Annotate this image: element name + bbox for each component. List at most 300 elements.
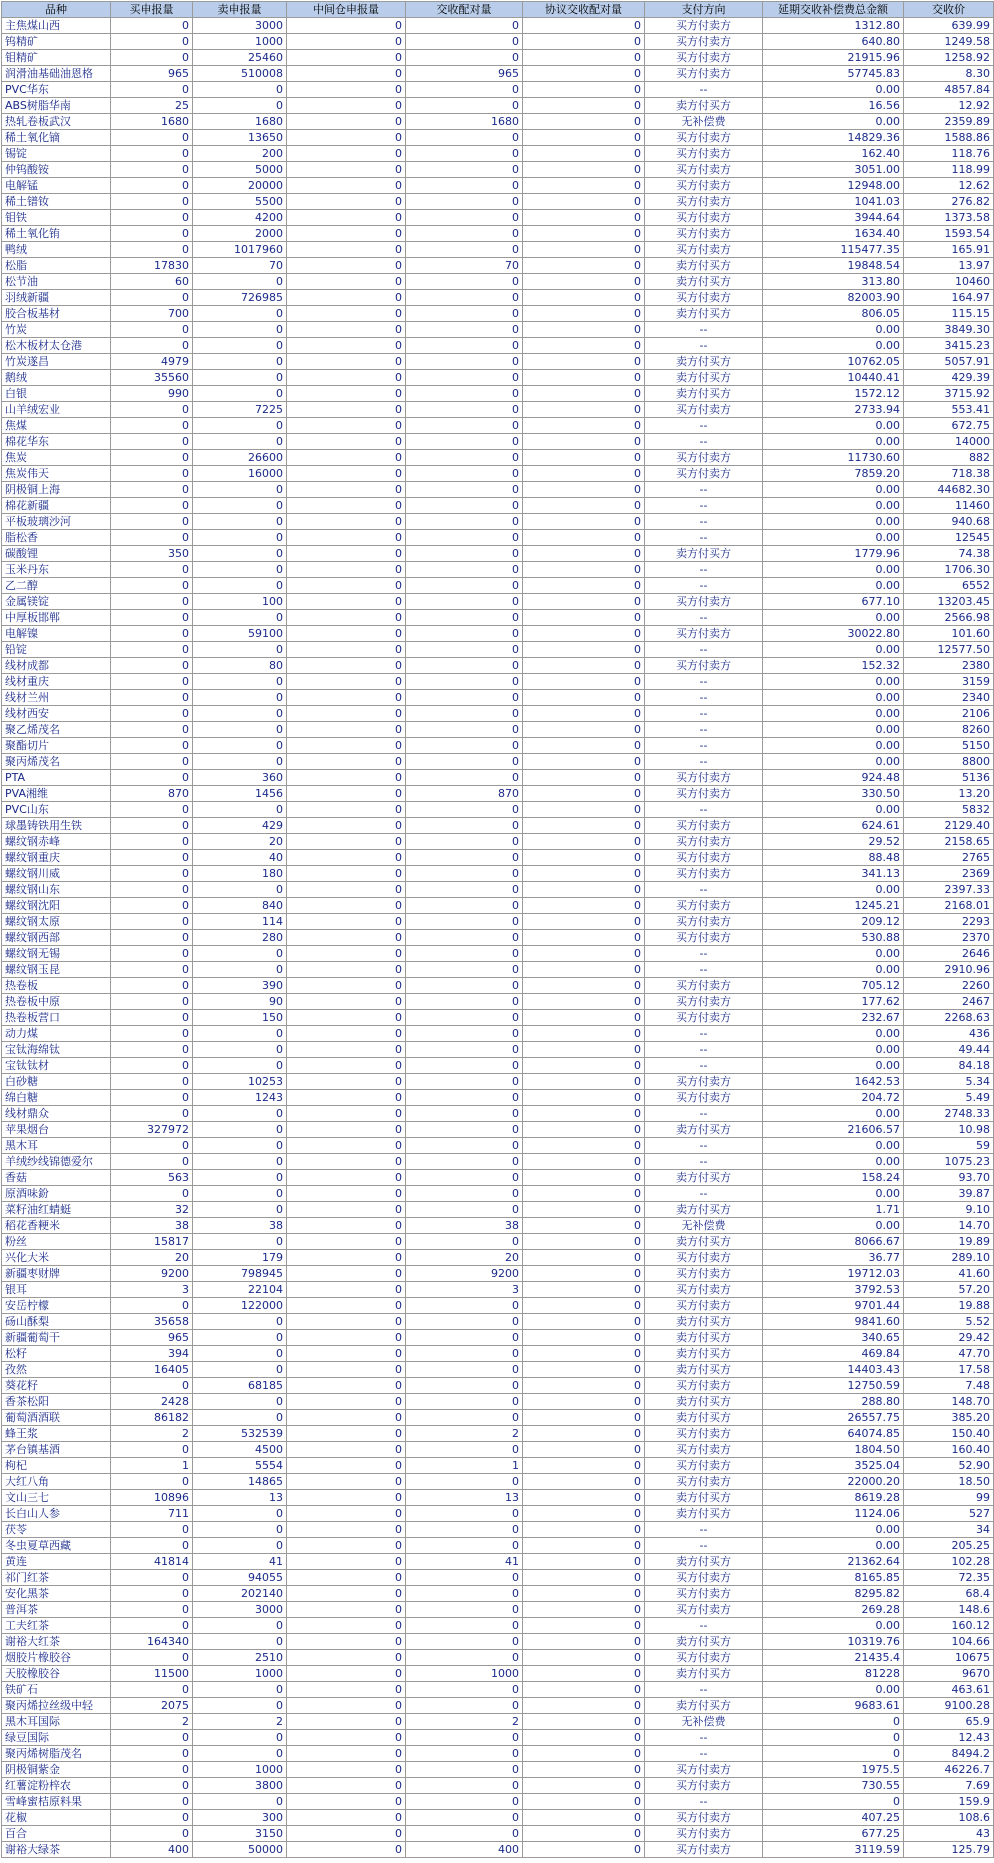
col-matched-qty: 9200 [406, 1266, 523, 1282]
col-settle-price: 57.20 [904, 1282, 994, 1298]
col-compensation-total: 158.24 [763, 1170, 904, 1186]
col-product: 热卷板中原 [2, 994, 111, 1010]
col-warehouse-qty: 0 [287, 802, 406, 818]
col-product: PVC华东 [2, 82, 111, 98]
col-sell-qty: 0 [193, 82, 287, 98]
col-sell-qty: 390 [193, 978, 287, 994]
table-row [2, 370, 994, 386]
col-product: 烟胶片橡胶谷 [2, 1650, 111, 1666]
col-warehouse-qty: 0 [287, 290, 406, 306]
table-row [2, 146, 994, 162]
col-warehouse-qty: 0 [287, 626, 406, 642]
col-pay-direction: 卖方付买方 [645, 1394, 763, 1410]
col-matched-qty: 0 [406, 1378, 523, 1394]
col-product: 白砂糖 [2, 1074, 111, 1090]
col-pay-direction: -- [645, 1186, 763, 1202]
col-pay-direction: 无补偿费 [645, 1218, 763, 1234]
col-agreement-qty: 0 [523, 1698, 645, 1714]
col-settle-price: 10460 [904, 274, 994, 290]
col-settle-price: 2268.63 [904, 1010, 994, 1026]
col-agreement-qty: 0 [523, 1730, 645, 1746]
col-matched-qty: 0 [406, 34, 523, 50]
col-pay-direction: 买方付卖方 [645, 818, 763, 834]
col-product: 钼精矿 [2, 50, 111, 66]
col-agreement-qty: 0 [523, 98, 645, 114]
col-buy-qty: 0 [111, 434, 193, 450]
col-product: PVC山东 [2, 802, 111, 818]
col-matched-qty: 0 [406, 466, 523, 482]
col-sell-qty: 4500 [193, 1442, 287, 1458]
col-settle-price: 8800 [904, 754, 994, 770]
col-warehouse-qty: 0 [287, 498, 406, 514]
col-agreement-qty: 0 [523, 114, 645, 130]
col-buy-qty: 965 [111, 1330, 193, 1346]
col-product: 冬虫夏草西藏 [2, 1538, 111, 1554]
col-compensation-total: 530.88 [763, 930, 904, 946]
col-sell-qty: 0 [193, 1538, 287, 1554]
table-row [2, 1074, 994, 1090]
col-agreement-qty: 0 [523, 34, 645, 50]
col-agreement-qty: 0 [523, 1634, 645, 1650]
col-agreement-qty: 0 [523, 1346, 645, 1362]
col-matched-qty: 0 [406, 1650, 523, 1666]
col-settle-price: 43 [904, 1826, 994, 1842]
col-warehouse-qty: 0 [287, 50, 406, 66]
col-pay-direction: 买方付卖方 [645, 66, 763, 82]
col-pay-direction: 买方付卖方 [645, 1842, 763, 1858]
table-row [2, 1810, 994, 1826]
table-row [2, 754, 994, 770]
col-compensation-total: 232.67 [763, 1010, 904, 1026]
col-matched-qty: 0 [406, 1730, 523, 1746]
col-sell-qty: 2000 [193, 226, 287, 242]
table-row [2, 322, 994, 338]
table-row [2, 1778, 994, 1794]
col-buy-qty: 0 [111, 690, 193, 706]
table-row [2, 1410, 994, 1426]
table-row [2, 1186, 994, 1202]
col-settle-price: 3715.92 [904, 386, 994, 402]
table-row [2, 1538, 994, 1554]
col-product: 稻花香粳米 [2, 1218, 111, 1234]
col-warehouse-qty: 0 [287, 722, 406, 738]
col-settle-price: 882 [904, 450, 994, 466]
table-row [2, 1058, 994, 1074]
header-col-sell-qty: 卖申报量 [193, 2, 287, 18]
col-settle-price: 150.40 [904, 1426, 994, 1442]
col-sell-qty: 726985 [193, 290, 287, 306]
col-buy-qty: 400 [111, 1842, 193, 1858]
col-warehouse-qty: 0 [287, 1842, 406, 1858]
col-pay-direction: 卖方付买方 [645, 1346, 763, 1362]
col-matched-qty: 0 [406, 386, 523, 402]
col-compensation-total: 82003.90 [763, 290, 904, 306]
col-buy-qty: 0 [111, 466, 193, 482]
col-agreement-qty: 0 [523, 1410, 645, 1426]
col-warehouse-qty: 0 [287, 866, 406, 882]
col-warehouse-qty: 0 [287, 258, 406, 274]
col-warehouse-qty: 0 [287, 610, 406, 626]
col-sell-qty: 0 [193, 1682, 287, 1698]
col-settle-price: 12545 [904, 530, 994, 546]
col-settle-price: 2467 [904, 994, 994, 1010]
col-buy-qty: 0 [111, 578, 193, 594]
col-buy-qty: 0 [111, 482, 193, 498]
col-buy-qty: 0 [111, 1138, 193, 1154]
col-sell-qty: 25460 [193, 50, 287, 66]
table-row [2, 1426, 994, 1442]
col-compensation-total: 8066.67 [763, 1234, 904, 1250]
col-compensation-total: 0.00 [763, 1682, 904, 1698]
col-matched-qty: 965 [406, 66, 523, 82]
col-warehouse-qty: 0 [287, 1602, 406, 1618]
col-buy-qty: 0 [111, 1746, 193, 1762]
col-product: 白银 [2, 386, 111, 402]
col-matched-qty: 0 [406, 274, 523, 290]
col-pay-direction: -- [645, 882, 763, 898]
col-warehouse-qty: 0 [287, 370, 406, 386]
col-product: 茅台镇基酒 [2, 1442, 111, 1458]
col-sell-qty: 180 [193, 866, 287, 882]
col-product: 热轧卷板武汉 [2, 114, 111, 130]
col-settle-price: 639.99 [904, 18, 994, 34]
col-warehouse-qty: 0 [287, 1298, 406, 1314]
col-agreement-qty: 0 [523, 466, 645, 482]
table-row [2, 946, 994, 962]
col-settle-price: 2380 [904, 658, 994, 674]
col-compensation-total: 0.00 [763, 962, 904, 978]
col-buy-qty: 0 [111, 754, 193, 770]
col-sell-qty: 0 [193, 1186, 287, 1202]
col-settle-price: 44682.30 [904, 482, 994, 498]
col-settle-price: 12.62 [904, 178, 994, 194]
table-row [2, 194, 994, 210]
col-warehouse-qty: 0 [287, 338, 406, 354]
col-buy-qty: 9200 [111, 1266, 193, 1282]
col-warehouse-qty: 0 [287, 226, 406, 242]
col-settle-price: 1588.86 [904, 130, 994, 146]
col-warehouse-qty: 0 [287, 418, 406, 434]
col-product: 红薯淀粉梓农 [2, 1778, 111, 1794]
col-sell-qty: 0 [193, 418, 287, 434]
col-agreement-qty: 0 [523, 658, 645, 674]
col-agreement-qty: 0 [523, 1602, 645, 1618]
table-row [2, 18, 994, 34]
col-product: 葡萄酒酒联 [2, 1410, 111, 1426]
col-settle-price: 6552 [904, 578, 994, 594]
col-buy-qty: 35658 [111, 1314, 193, 1330]
col-buy-qty: 0 [111, 514, 193, 530]
col-settle-price: 9100.28 [904, 1698, 994, 1714]
col-product: 绵白糖 [2, 1090, 111, 1106]
col-warehouse-qty: 0 [287, 1762, 406, 1778]
col-product: 花椒 [2, 1810, 111, 1826]
col-buy-qty: 0 [111, 1154, 193, 1170]
col-sell-qty: 300 [193, 1810, 287, 1826]
col-settle-price: 1373.58 [904, 210, 994, 226]
col-compensation-total: 0 [763, 1714, 904, 1730]
col-agreement-qty: 0 [523, 1586, 645, 1602]
col-sell-qty: 1000 [193, 1666, 287, 1682]
col-warehouse-qty: 0 [287, 898, 406, 914]
table-row [2, 1586, 994, 1602]
col-product: 稀土氧化铕 [2, 226, 111, 242]
col-compensation-total: 0.00 [763, 418, 904, 434]
col-matched-qty: 0 [406, 482, 523, 498]
col-settle-price: 289.10 [904, 1250, 994, 1266]
col-matched-qty: 0 [406, 1106, 523, 1122]
col-matched-qty: 0 [406, 722, 523, 738]
col-product: 黄连 [2, 1554, 111, 1570]
col-product: 香菇 [2, 1170, 111, 1186]
col-matched-qty: 0 [406, 690, 523, 706]
col-sell-qty: 179 [193, 1250, 287, 1266]
col-matched-qty: 0 [406, 1234, 523, 1250]
col-settle-price: 8.30 [904, 66, 994, 82]
col-pay-direction: 卖方付买方 [645, 1698, 763, 1714]
col-matched-qty: 0 [406, 674, 523, 690]
col-compensation-total: 29.52 [763, 834, 904, 850]
col-compensation-total: 2733.94 [763, 402, 904, 418]
col-agreement-qty: 0 [523, 1442, 645, 1458]
col-buy-qty: 4979 [111, 354, 193, 370]
table-row [2, 1218, 994, 1234]
table-row [2, 818, 994, 834]
col-pay-direction: 卖方付买方 [645, 306, 763, 322]
col-agreement-qty: 0 [523, 1682, 645, 1698]
table-row [2, 1506, 994, 1522]
col-agreement-qty: 0 [523, 994, 645, 1010]
col-agreement-qty: 0 [523, 594, 645, 610]
col-agreement-qty: 0 [523, 162, 645, 178]
col-matched-qty: 0 [406, 82, 523, 98]
col-buy-qty: 60 [111, 274, 193, 290]
col-matched-qty: 0 [406, 850, 523, 866]
col-agreement-qty: 0 [523, 1778, 645, 1794]
col-agreement-qty: 0 [523, 978, 645, 994]
col-product: 铁矿石 [2, 1682, 111, 1698]
col-matched-qty: 0 [406, 1586, 523, 1602]
col-matched-qty: 1680 [406, 114, 523, 130]
col-buy-qty: 0 [111, 594, 193, 610]
col-settle-price: 18.50 [904, 1474, 994, 1490]
col-warehouse-qty: 0 [287, 786, 406, 802]
col-agreement-qty: 0 [523, 338, 645, 354]
col-settle-price: 93.70 [904, 1170, 994, 1186]
col-pay-direction: -- [645, 1682, 763, 1698]
col-warehouse-qty: 0 [287, 850, 406, 866]
col-agreement-qty: 0 [523, 1250, 645, 1266]
table-row [2, 1842, 994, 1858]
col-settle-price: 17.58 [904, 1362, 994, 1378]
col-warehouse-qty: 0 [287, 1426, 406, 1442]
col-matched-qty: 0 [406, 738, 523, 754]
col-buy-qty: 0 [111, 1650, 193, 1666]
col-compensation-total: 81228 [763, 1666, 904, 1682]
col-product: 葵花籽 [2, 1378, 111, 1394]
col-product: 碳酸锂 [2, 546, 111, 562]
col-settle-price: 84.18 [904, 1058, 994, 1074]
col-warehouse-qty: 0 [287, 1650, 406, 1666]
col-buy-qty: 0 [111, 738, 193, 754]
col-agreement-qty: 0 [523, 290, 645, 306]
col-settle-price: 8494.2 [904, 1746, 994, 1762]
table-row [2, 210, 994, 226]
col-compensation-total: 1124.06 [763, 1506, 904, 1522]
col-settle-price: 4857.84 [904, 82, 994, 98]
table-row [2, 1682, 994, 1698]
col-compensation-total: 0.00 [763, 1218, 904, 1234]
table-row [2, 1202, 994, 1218]
col-buy-qty: 0 [111, 1682, 193, 1698]
col-matched-qty: 70 [406, 258, 523, 274]
col-agreement-qty: 0 [523, 434, 645, 450]
col-agreement-qty: 0 [523, 1218, 645, 1234]
col-warehouse-qty: 0 [287, 146, 406, 162]
col-pay-direction: 卖方付买方 [645, 1554, 763, 1570]
col-warehouse-qty: 0 [287, 562, 406, 578]
col-buy-qty: 0 [111, 1074, 193, 1090]
col-product: 新疆枣财牌 [2, 1266, 111, 1282]
col-product: PTA [2, 770, 111, 786]
col-compensation-total: 0.00 [763, 1042, 904, 1058]
col-settle-price: 276.82 [904, 194, 994, 210]
col-matched-qty: 2 [406, 1714, 523, 1730]
col-buy-qty: 0 [111, 1826, 193, 1842]
col-buy-qty: 0 [111, 882, 193, 898]
col-product: 茯苓 [2, 1522, 111, 1538]
col-sell-qty: 20000 [193, 178, 287, 194]
col-buy-qty: 0 [111, 226, 193, 242]
col-buy-qty: 1680 [111, 114, 193, 130]
col-pay-direction: 买方付卖方 [645, 1426, 763, 1442]
col-product: 稀土氧化镝 [2, 130, 111, 146]
col-settle-price: 1075.23 [904, 1154, 994, 1170]
col-compensation-total: 88.48 [763, 850, 904, 866]
table-row [2, 1650, 994, 1666]
col-agreement-qty: 0 [523, 882, 645, 898]
col-settle-price: 125.79 [904, 1842, 994, 1858]
col-sell-qty: 38 [193, 1218, 287, 1234]
col-sell-qty: 3000 [193, 18, 287, 34]
col-buy-qty: 0 [111, 1474, 193, 1490]
col-settle-price: 2397.33 [904, 882, 994, 898]
table-row [2, 1714, 994, 1730]
col-matched-qty: 2 [406, 1426, 523, 1442]
col-buy-qty: 0 [111, 402, 193, 418]
col-compensation-total: 162.40 [763, 146, 904, 162]
col-pay-direction: 卖方付买方 [645, 1666, 763, 1682]
col-pay-direction: 卖方付买方 [645, 1490, 763, 1506]
col-settle-price: 52.90 [904, 1458, 994, 1474]
col-buy-qty: 0 [111, 1602, 193, 1618]
col-settle-price: 11460 [904, 498, 994, 514]
col-product: 松脂 [2, 258, 111, 274]
table-row [2, 1234, 994, 1250]
col-matched-qty: 13 [406, 1490, 523, 1506]
col-pay-direction: -- [645, 642, 763, 658]
table-row [2, 1314, 994, 1330]
col-agreement-qty: 0 [523, 242, 645, 258]
col-compensation-total: 407.25 [763, 1810, 904, 1826]
col-matched-qty: 0 [406, 1058, 523, 1074]
table-row [2, 242, 994, 258]
col-matched-qty: 0 [406, 562, 523, 578]
col-settle-price: 463.61 [904, 1682, 994, 1698]
col-matched-qty: 0 [406, 994, 523, 1010]
col-agreement-qty: 0 [523, 1506, 645, 1522]
col-pay-direction: -- [645, 962, 763, 978]
table-row [2, 738, 994, 754]
table-row [2, 178, 994, 194]
col-buy-qty: 32 [111, 1202, 193, 1218]
col-settle-price: 12.92 [904, 98, 994, 114]
col-buy-qty: 0 [111, 562, 193, 578]
col-pay-direction: -- [645, 1794, 763, 1810]
col-sell-qty: 100 [193, 594, 287, 610]
col-product: 螺纹钢重庆 [2, 850, 111, 866]
col-matched-qty: 0 [406, 1298, 523, 1314]
col-buy-qty: 86182 [111, 1410, 193, 1426]
col-settle-price: 553.41 [904, 402, 994, 418]
col-warehouse-qty: 0 [287, 1826, 406, 1842]
col-settle-price: 527 [904, 1506, 994, 1522]
table-row [2, 306, 994, 322]
col-pay-direction: 买方付卖方 [645, 130, 763, 146]
table-row [2, 226, 994, 242]
col-compensation-total: 705.12 [763, 978, 904, 994]
col-compensation-total: 288.80 [763, 1394, 904, 1410]
col-warehouse-qty: 0 [287, 386, 406, 402]
col-product: 铅锭 [2, 642, 111, 658]
col-sell-qty: 90 [193, 994, 287, 1010]
col-compensation-total: 0.00 [763, 610, 904, 626]
col-compensation-total: 21915.96 [763, 50, 904, 66]
col-agreement-qty: 0 [523, 1282, 645, 1298]
col-settle-price: 1706.30 [904, 562, 994, 578]
col-buy-qty: 0 [111, 962, 193, 978]
table-row [2, 1266, 994, 1282]
col-pay-direction: 买方付卖方 [645, 18, 763, 34]
table-row [2, 914, 994, 930]
col-buy-qty: 870 [111, 786, 193, 802]
col-agreement-qty: 0 [523, 1074, 645, 1090]
col-warehouse-qty: 0 [287, 306, 406, 322]
col-compensation-total: 12750.59 [763, 1378, 904, 1394]
col-matched-qty: 0 [406, 370, 523, 386]
col-pay-direction: 卖方付买方 [645, 1362, 763, 1378]
col-sell-qty: 5000 [193, 162, 287, 178]
col-warehouse-qty: 0 [287, 946, 406, 962]
col-product: 长白山人参 [2, 1506, 111, 1522]
col-settle-price: 9.10 [904, 1202, 994, 1218]
header-col-matched-qty: 交收配对量 [406, 2, 523, 18]
col-buy-qty: 0 [111, 610, 193, 626]
col-warehouse-qty: 0 [287, 1250, 406, 1266]
col-product: 聚丙烯拉丝级中轻 [2, 1698, 111, 1714]
col-matched-qty: 0 [406, 18, 523, 34]
col-settle-price: 49.44 [904, 1042, 994, 1058]
col-compensation-total: 152.32 [763, 658, 904, 674]
col-pay-direction: 卖方付买方 [645, 370, 763, 386]
col-matched-qty: 0 [406, 1778, 523, 1794]
table-row [2, 1090, 994, 1106]
table-row [2, 1026, 994, 1042]
col-sell-qty: 0 [193, 706, 287, 722]
col-product: 聚乙烯茂名 [2, 722, 111, 738]
col-settle-price: 102.28 [904, 1554, 994, 1570]
col-buy-qty: 2428 [111, 1394, 193, 1410]
